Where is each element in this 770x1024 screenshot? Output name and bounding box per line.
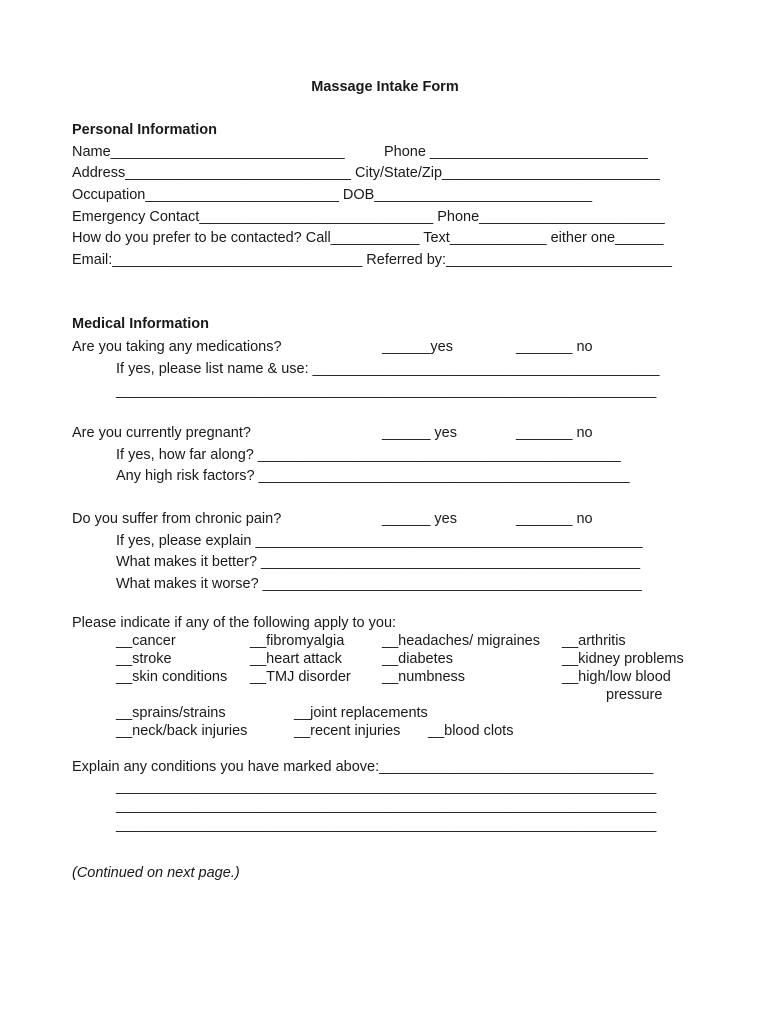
condition-sprains[interactable]: __sprains/strains [116, 705, 226, 721]
contact-preference-field[interactable]: How do you prefer to be contacted? Call___________ Text____________ either one______ [72, 230, 664, 246]
condition-blood-pressure[interactable]: __high/low blood [562, 669, 671, 685]
personal-info-heading: Personal Information [72, 122, 218, 138]
medications-list-field[interactable]: If yes, please list name & use: ___________________________________________ [116, 361, 660, 377]
condition-neck-back[interactable]: __neck/back injuries [116, 723, 248, 739]
condition-recent-injuries[interactable]: __recent injuries [294, 723, 401, 739]
condition-tmj[interactable]: __TMJ disorder [250, 669, 351, 685]
condition-kidney[interactable]: __kidney problems [562, 651, 684, 667]
continued-note: (Continued on next page.) [72, 865, 240, 881]
explain-line-2[interactable]: ___________________________________________________________________ [116, 798, 657, 814]
medications-list-line[interactable]: ___________________________________________________________________ [116, 383, 657, 399]
conditions-intro: Please indicate if any of the following apply to you: [72, 615, 397, 631]
medications-yes[interactable]: ______yes [382, 339, 453, 355]
condition-fibromyalgia[interactable]: __fibromyalgia [250, 633, 345, 649]
email-referred-field[interactable]: Email:_______________________________ Referred by:____________________________ [72, 252, 672, 268]
pregnant-yes[interactable]: ______ yes [382, 425, 457, 441]
occupation-dob-field[interactable]: Occupation________________________ DOB___________________________ [72, 187, 593, 203]
pain-explain-field[interactable]: If yes, please explain ________________________________________________ [116, 533, 643, 549]
pregnancy-stage-field[interactable]: If yes, how far along? _____________________________________________ [116, 447, 621, 463]
condition-diabetes[interactable]: __diabetes [382, 651, 453, 667]
pregnant-no[interactable]: _______ no [516, 425, 593, 441]
explain-line-3[interactable]: ___________________________________________________________________ [116, 817, 657, 833]
pain-worse-field[interactable]: What makes it worse? _______________________________________________ [116, 576, 642, 592]
emergency-contact-field[interactable]: Emergency Contact_____________________________ Phone_______________________ [72, 209, 665, 225]
condition-heart-attack[interactable]: __heart attack [250, 651, 342, 667]
phone-field[interactable]: Phone ___________________________ [384, 144, 648, 160]
explain-conditions-field[interactable]: Explain any conditions you have marked above:__________________________________ [72, 759, 654, 775]
condition-cancer[interactable]: __cancer [116, 633, 176, 649]
form-title: Massage Intake Form [311, 79, 459, 95]
medications-no[interactable]: _______ no [516, 339, 593, 355]
condition-skin[interactable]: __skin conditions [116, 669, 228, 685]
medications-question: Are you taking any medications? [72, 339, 282, 355]
condition-numbness[interactable]: __numbness [382, 669, 466, 685]
condition-stroke[interactable]: __stroke [116, 651, 172, 667]
chronic-pain-yes[interactable]: ______ yes [382, 511, 457, 527]
condition-headaches[interactable]: __headaches/ migraines [382, 633, 540, 649]
condition-blood-pressure-cont: pressure [606, 687, 663, 703]
medical-info-heading: Medical Information [72, 316, 209, 332]
pregnant-question: Are you currently pregnant? [72, 425, 251, 441]
address-citystatezip-field[interactable]: Address____________________________ City/State/Zip___________________________ [72, 165, 660, 181]
explain-line-1[interactable]: ___________________________________________________________________ [116, 779, 657, 795]
condition-joint-replacements[interactable]: __joint replacements [294, 705, 428, 721]
name-field[interactable]: Name_____________________________ [72, 144, 345, 160]
chronic-pain-no[interactable]: _______ no [516, 511, 593, 527]
risk-factors-field[interactable]: Any high risk factors? ______________________________________________ [116, 468, 630, 484]
chronic-pain-question: Do you suffer from chronic pain? [72, 511, 282, 527]
condition-blood-clots[interactable]: __blood clots [428, 723, 514, 739]
condition-arthritis[interactable]: __arthritis [562, 633, 626, 649]
pain-better-field[interactable]: What makes it better? _______________________________________________ [116, 554, 641, 570]
